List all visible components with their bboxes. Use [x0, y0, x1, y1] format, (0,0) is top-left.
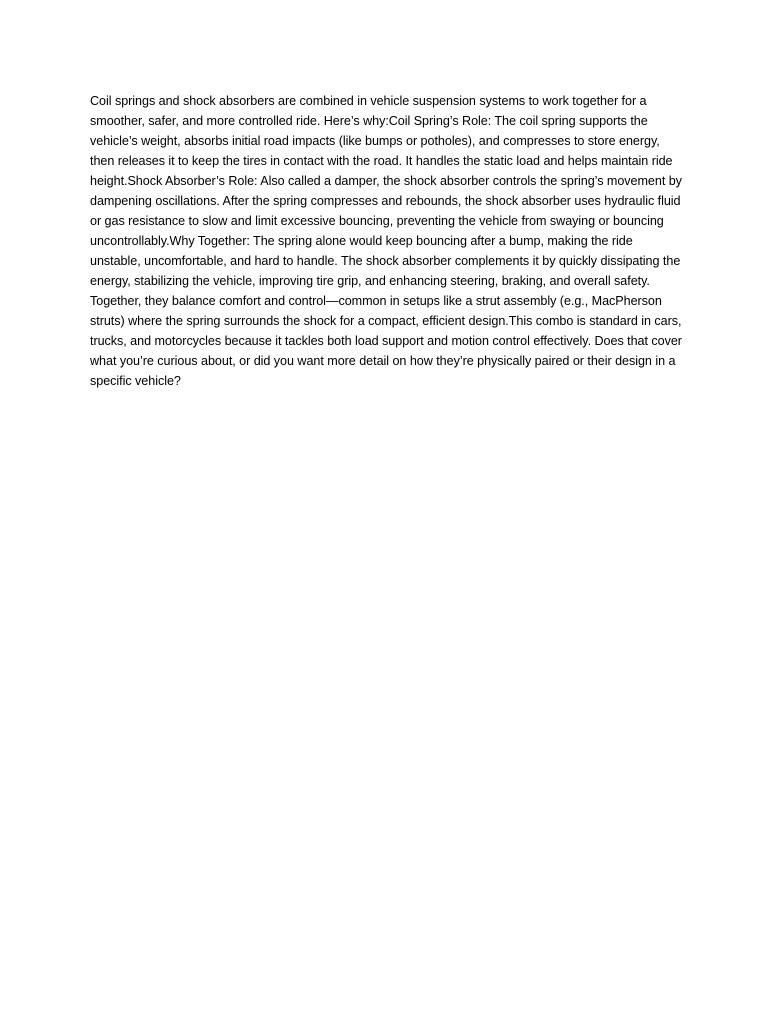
body-paragraph: Coil springs and shock absorbers are combined in vehicle suspension systems to work together for a smoother, safer, and more controlled ride. Here’s why:Coil Spring’s Role: The coil spring supports the vehicle’s weight, absorbs initial road impacts (like bumps or potholes), and compresses to store energy, then releases it to keep the tires in contact with the road. It handles the static load and helps maintain ride height.Shock Absorber’s Role: Also called a damper, the shock absorber controls the spring’s movement by dampening oscillations. After the spring compresses and rebounds, the shock absorber uses hydraulic fluid or gas resistance to slow and limit excessive bouncing, preventing the vehicle from swaying or bouncing uncontrollably.Why Together: The spring alone would keep bouncing after a bump, making the ride unstable, uncomfortable, and hard to handle. The shock absorber complements it by quickly dissipating the energy, stabilizing the vehicle, improving tire grip, and enhancing steering, braking, and overall safety. Together, they balance comfort and control—common in setups like a strut assembly (e.g., MacPherson struts) where the spring surrounds the shock for a compact, efficient design.This combo is standard in cars, trucks, and motorcycles because it tackles both load support and motion control effectively. Does that cover what you’re curious about, or did you want more detail on how they’re physically paired or their design in a specific vehicle? — [90, 94, 682, 388]
